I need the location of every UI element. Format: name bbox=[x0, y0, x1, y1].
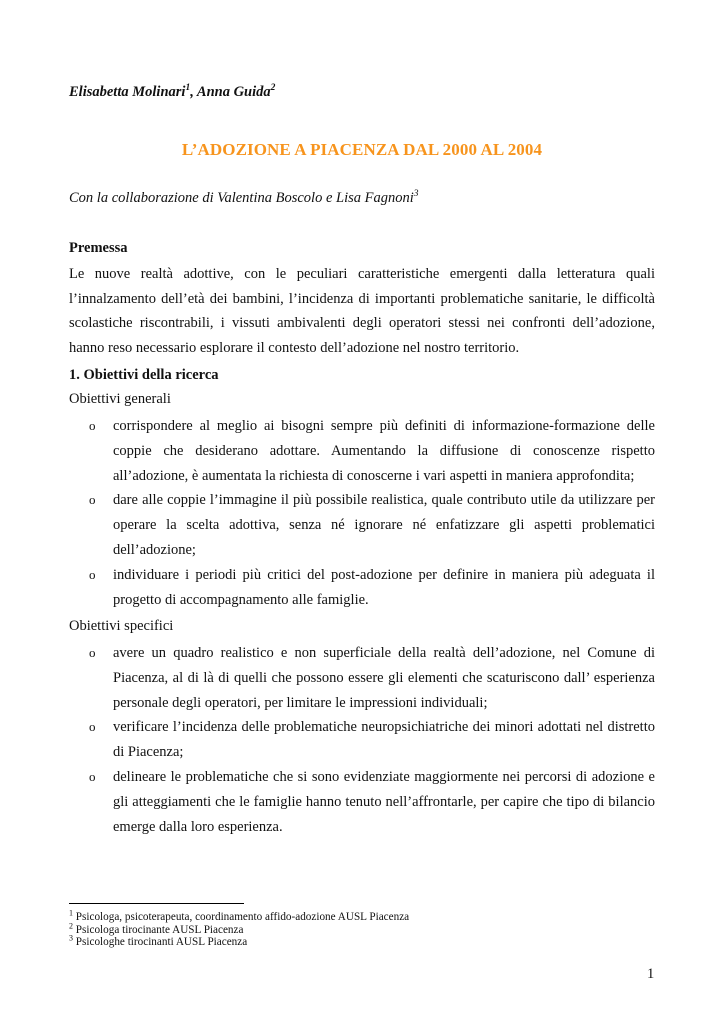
author-2: Anna Guida bbox=[196, 84, 271, 100]
list-item: o verificare l’incidenza delle problematiche neuropsichiatriche dei minori adottati nel distretto di Piacenza; bbox=[69, 715, 655, 765]
footnote-ref-3[interactable]: 3 bbox=[413, 189, 419, 200]
list-item: o delineare le problematiche che si sono evidenziate maggiormente nei percorsi di adozione e gli atteggiamenti che le famiglie hanno tenuto nell’affrontarle, per capire che tipo di bilancio emerge dalla loro esperienza. bbox=[69, 765, 655, 839]
list-item: o individuare i periodi più critici del post-adozione per definire in maniera più adeguata il progetto di accompagnamento alle famiglie. bbox=[69, 563, 655, 613]
bullet-icon: o bbox=[89, 492, 96, 508]
section-1-heading: 1. Obiettivi della ricerca bbox=[69, 367, 219, 383]
collaboration-line bbox=[69, 190, 419, 207]
author-1: Elisabetta Molinari bbox=[69, 84, 186, 100]
footnote-ref-1[interactable]: 1 bbox=[185, 83, 191, 94]
general-objectives-label: Obiettivi generali bbox=[69, 391, 171, 407]
footnotes bbox=[69, 908, 410, 949]
footnote-3: $^3$ Psicologhe tirocinanti AUSL Piacenza bbox=[69, 933, 248, 949]
author-separator: , bbox=[190, 84, 197, 100]
footnote-ref-2[interactable]: 2 bbox=[270, 83, 276, 94]
authors-line bbox=[69, 84, 275, 101]
premessa-paragraph: Le nuove realtà adottive, con le peculiari caratteristiche emergenti dalla letteratura quali l’innalzamento dell’età dei bambini, l’incidenza di importanti problematiche sanitarie, le difficoltà scolastiche riscontrabili, i vissuti ambivalenti degli operatori stessi nei confronti dell’adozione, hanno reso necessario esplorare il contesto dell’adozione nel nostro territorio. bbox=[69, 266, 655, 356]
bullet-icon: o bbox=[89, 719, 96, 735]
list-item: o avere un quadro realistico e non superficiale della realtà dell’adozione, nel Comune di Piacenza, al di là di quelli che possono essere gli elementi che scaturiscono dall’ esperienza personale degli operatori, per limitare le impressioni individuali; bbox=[69, 641, 655, 715]
document-title: L’ADOZIONE A PIACENZA DAL 2000 AL 2004 bbox=[181, 140, 543, 159]
collaboration-text: Con la collaborazione di Valentina Boscolo e Lisa Fagnoni bbox=[69, 190, 414, 206]
bullet-icon: o bbox=[89, 418, 96, 433]
specific-objectives-label: Obiettivi specifici bbox=[69, 618, 174, 634]
bullet-icon: o bbox=[89, 645, 96, 660]
footnote-1: $^1$ Psicologa, psicoterapeuta, coordinamento affido-adozione AUSL Piacenza bbox=[69, 908, 410, 923]
specific-objectives-list bbox=[69, 641, 655, 839]
premessa-heading: Premessa bbox=[69, 240, 128, 256]
general-objectives-list bbox=[69, 414, 655, 612]
bullet-icon: o bbox=[89, 566, 96, 582]
bullet-icon: o bbox=[89, 768, 96, 784]
footnote-divider bbox=[69, 903, 244, 904]
list-item: o corrispondere al meglio ai bisogni sempre più definiti di informazione-formazione delle coppie che desiderano adottare. Aumentando la diffusione di conoscenze rispetto all’adozione, è aumentata la richiesta di conoscerne i vari aspetti in maniera approfondita; bbox=[69, 414, 655, 488]
list-item: o dare alle coppie l’immagine il più possibile realistica, quale contributo utile da utilizzare per operare la scelta adottiva, senza né ignorare né enfatizzare gli aspetti problematici dell’adozione; bbox=[69, 488, 655, 562]
footnote-2: $^2$ Psicologa tirocinante AUSL Piacenza bbox=[69, 920, 244, 936]
page-number: 1 bbox=[647, 966, 655, 982]
